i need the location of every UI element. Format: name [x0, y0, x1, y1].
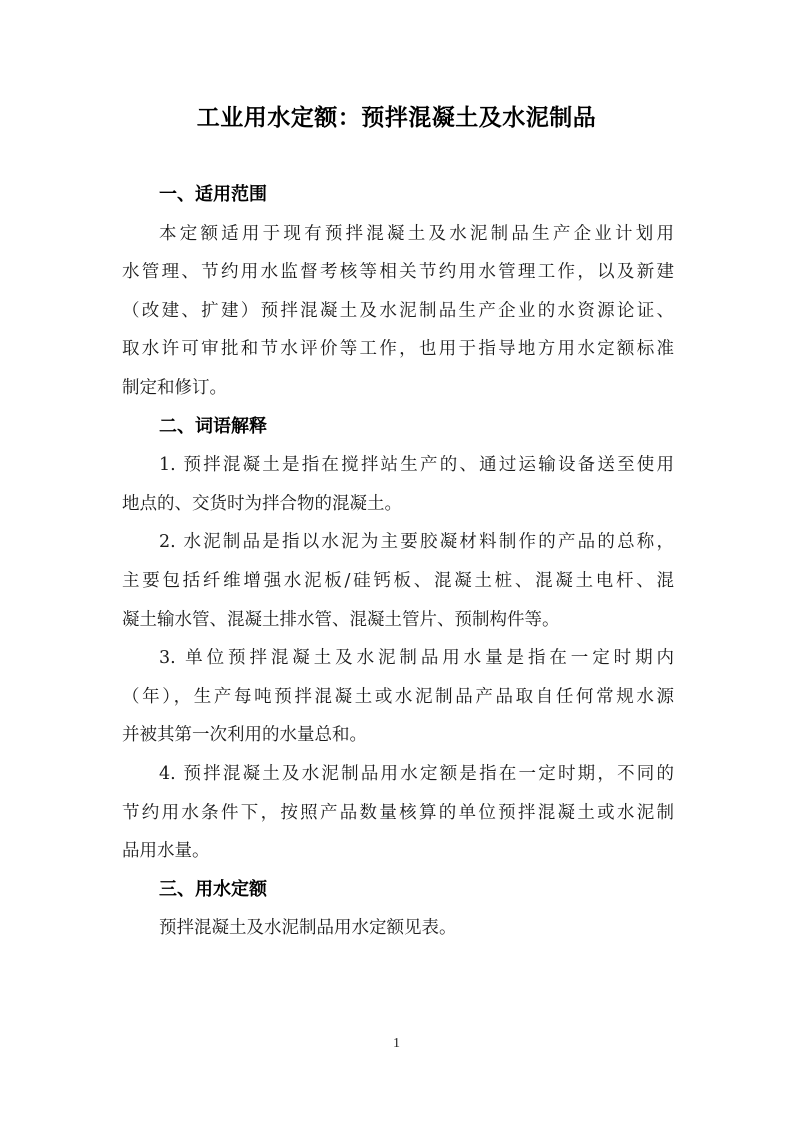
text-line: 取水许可审批和节水评价等工作，也用于指导地方用水定额标准: [122, 339, 674, 360]
text-line: 3. 单位预拌混凝土及水泥制品用水量是指在一定时期内: [159, 648, 674, 669]
text-line: （改建、扩建）预拌混凝土及水泥制品生产企业的水资源论证、: [122, 300, 674, 321]
text-line: 地点的、交货时为拌合物的混凝土。: [122, 493, 402, 514]
paragraph-scope: [122, 215, 674, 408]
document-body: [122, 176, 674, 948]
text-line: 品用水量。: [122, 841, 210, 862]
paragraph-quota: [122, 909, 674, 948]
definition-2: [122, 523, 674, 639]
text-line: 本定额适用于现有预拌混凝土及水泥制品生产企业计划用: [159, 223, 674, 244]
page-number: 1: [393, 1036, 400, 1051]
section-heading-quota: 三、用水定额: [159, 878, 267, 900]
text-line: 1. 预拌混凝土是指在搅拌站生产的、通过运输设备送至使用: [159, 455, 674, 476]
section-heading-definitions: 二、词语解释: [159, 415, 267, 437]
text-line: 主要包括纤维增强水泥板/硅钙板、混凝土桩、混凝土电杆、混: [122, 570, 674, 591]
text-line: 制定和修订。: [122, 377, 227, 398]
definition-1: [122, 446, 674, 523]
definition-3: [122, 639, 674, 755]
text-line: 凝土输水管、混凝土排水管、混凝土管片、预制构件等。: [122, 609, 560, 630]
document-title: 工业用水定额：预拌混凝土及水泥制品: [196, 105, 597, 131]
text-line: 4. 预拌混凝土及水泥制品用水定额是指在一定时期，不同的: [159, 763, 674, 784]
text-line: 预拌混凝土及水泥制品用水定额见表。: [159, 918, 457, 939]
section-heading-scope: 一、适用范围: [159, 184, 267, 205]
definition-4: [122, 755, 674, 871]
text-line: 水管理、节约用水监督考核等相关节约用水管理工作，以及新建: [122, 262, 674, 283]
text-line: 2. 水泥制品是指以水泥为主要胶凝材料制作的产品的总称，: [159, 532, 674, 553]
text-line: 并被其第一次利用的水量总和。: [122, 725, 367, 746]
text-line: （年），生产每吨预拌混凝土或水泥制品产品取自任何常规水源: [122, 686, 674, 707]
text-line: 节约用水条件下，按照产品数量核算的单位预拌混凝土或水泥制: [122, 802, 674, 823]
